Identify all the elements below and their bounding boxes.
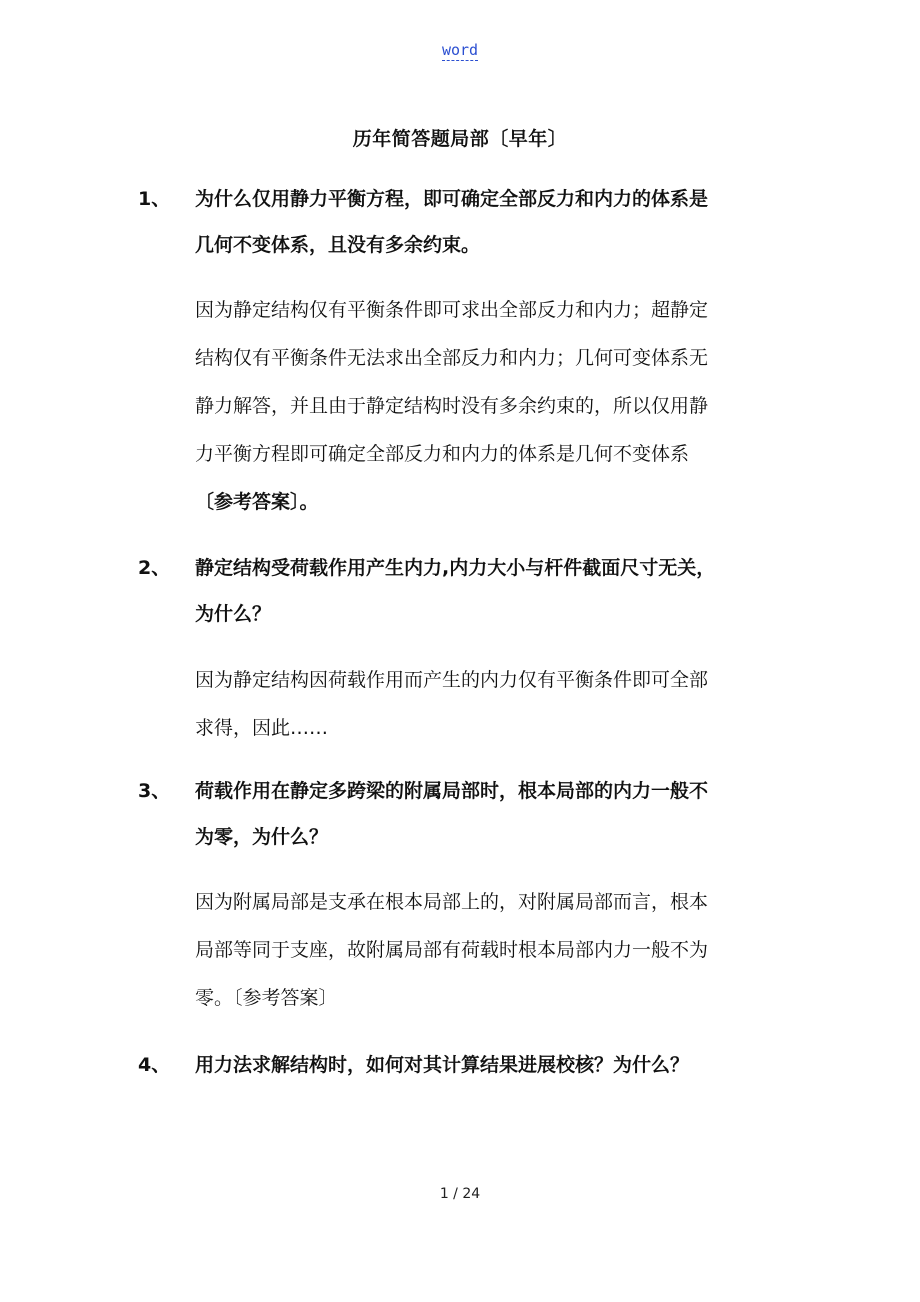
answer-line: 因为附属局部是支承在根本局部上的，对附属局部而言，根本	[195, 891, 709, 913]
question-line: 为零，为什么？	[195, 826, 329, 848]
document-title: 历年简答题局部〔早年〕	[352, 128, 568, 150]
answer-line: 力平衡方程即可确定全部反力和内力的体系是几何不变体系	[195, 443, 690, 465]
question-number: 2、	[138, 557, 171, 579]
answer-1	[195, 286, 785, 526]
answer-3	[195, 878, 785, 1022]
answer-line: 求得，因此……	[195, 717, 329, 739]
answer-line: 局部等同于支座，故附属局部有荷载时根本局部内力一般不为	[195, 939, 709, 961]
question-number: 3、	[138, 780, 171, 802]
question-number: 4、	[138, 1054, 171, 1076]
question-text	[195, 1042, 785, 1088]
answer-reference: 〔参考答案〕。	[195, 491, 319, 513]
answer-line: 因为静定结构仅有平衡条件即可求出全部反力和内力；超静定	[195, 299, 709, 321]
question-number: 1、	[138, 188, 171, 210]
page-number: 1 / 24	[439, 1186, 481, 1202]
answer-line: 结构仅有平衡条件无法求出全部反力和内力；几何可变体系无	[195, 347, 709, 369]
question-line: 为什么？	[195, 603, 272, 625]
question-line: 荷载作用在静定多跨梁的附属局部时，根本局部的内力一般不	[195, 780, 709, 802]
question-text	[195, 768, 785, 860]
question-text	[195, 545, 785, 637]
header-word-link[interactable]	[0, 41, 920, 59]
question-line: 为什么仅用静力平衡方程，即可确定全部反力和内力的体系是	[195, 188, 709, 210]
answer-line: 静力解答，并且由于静定结构时没有多余约束的，所以仅用静	[195, 395, 709, 417]
header-link-text[interactable]: word	[441, 41, 479, 59]
question-line: 静定结构受荷载作用产生内力,内力大小与杆件截面尺寸无关，	[195, 557, 716, 579]
answer-line: 因为静定结构因荷载作用而产生的内力仅有平衡条件即可全部	[195, 669, 709, 691]
question-line: 几何不变体系，且没有多余约束。	[195, 234, 481, 256]
answer-2	[195, 656, 785, 752]
question-line: 用力法求解结构时，如何对其计算结果进展校核？为什么？	[195, 1054, 690, 1076]
question-text	[195, 176, 785, 268]
answer-line: 零。〔参考答案〕	[195, 987, 338, 1009]
